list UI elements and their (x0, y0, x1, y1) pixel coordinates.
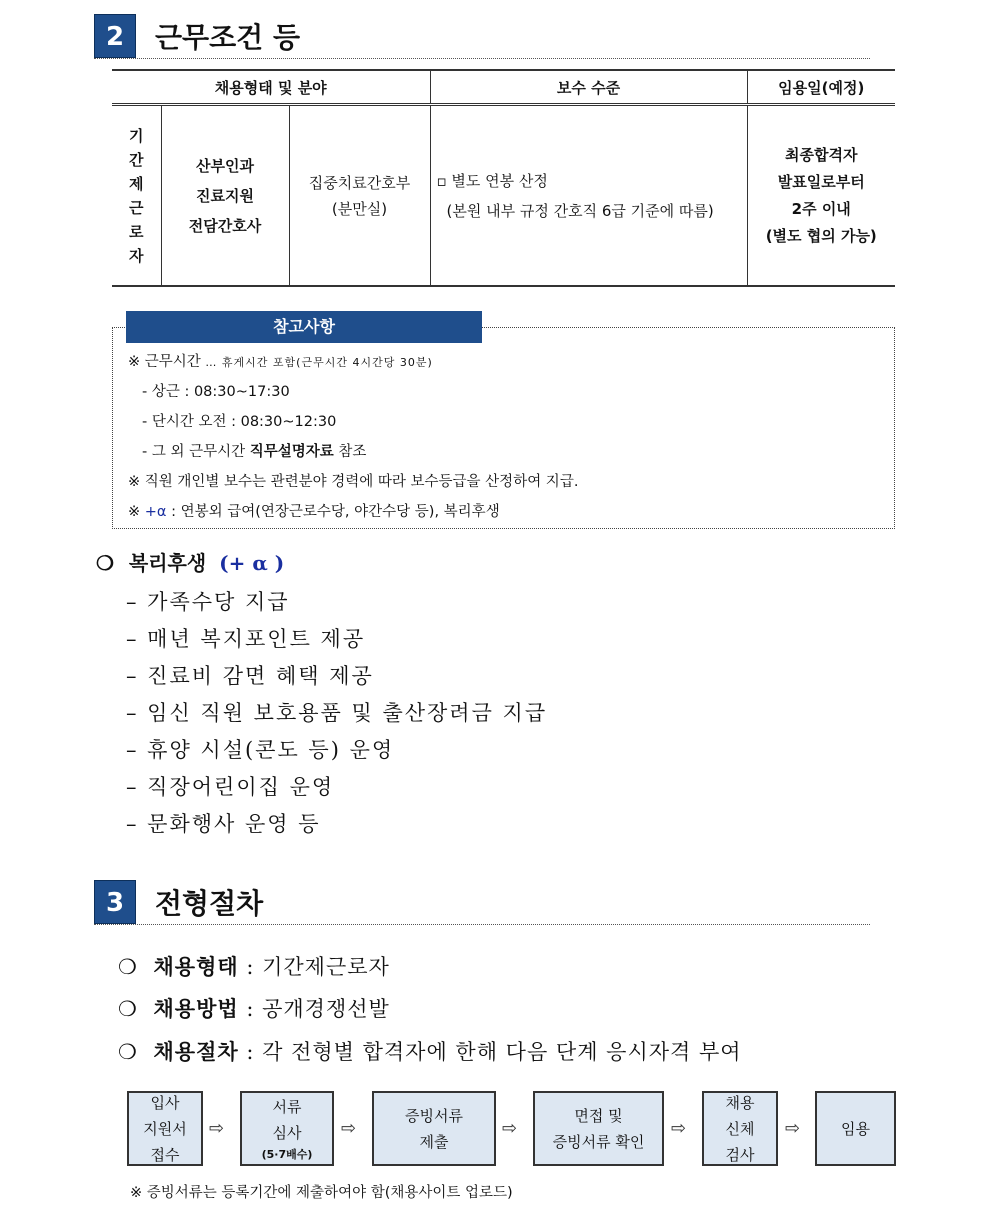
flow-step-application: 입사 지원서 접수 (127, 1091, 203, 1166)
conditions-table (112, 69, 895, 287)
section-number-badge: 2 (94, 14, 136, 58)
process-line-procedure: ❍ 채용절차 : 각 전형별 합격자에 한해 다음 단계 응시자격 부여 (118, 1039, 742, 1064)
arrow-right-icon: ⇨ (502, 1118, 518, 1139)
circle-bullet-icon: ❍ (118, 997, 138, 1021)
flow-step-interview: 면접 및 증빙서류 확인 (533, 1091, 664, 1166)
department-cell: 집중치료간호부 (분만실) (289, 105, 430, 287)
benefit-item: – 진료비 감면 혜택 제공 (126, 664, 374, 688)
note-alpha: ※ +α : 연봉외 급여(연장근로수당, 야간수당 등), 복리후생 (128, 504, 500, 520)
benefit-item: – 휴양 시설(콘도 등) 운영 (126, 738, 395, 762)
header-pay: 보수 수준 (430, 70, 747, 105)
section-divider (94, 924, 870, 925)
section-number-badge: 3 (94, 880, 136, 924)
benefit-item: – 임신 직원 보호용품 및 출산장려금 지급 (126, 701, 548, 725)
benefit-item: – 직장어린이집 운영 (126, 775, 335, 799)
circle-bullet-icon: ❍ (96, 551, 114, 575)
notes-title: 참고사항 (126, 311, 482, 343)
note-day-shift: - 상근 : 08:30~17:30 (142, 384, 290, 400)
benefit-item: – 문화행사 운영 등 (126, 812, 321, 836)
header-start-date: 임용일(예정) (747, 70, 895, 105)
flow-step-document-review: 서류 심사 (5·7배수) (240, 1091, 334, 1166)
note-other-hours: - 그 외 근무시간 직무설명자료 참조 (142, 444, 367, 460)
arrow-right-icon: ⇨ (341, 1118, 357, 1139)
flow-step-health-check: 채용 신체 검사 (702, 1091, 778, 1166)
start-date-cell: 최종합격자 발표일로부터 2주 이내 (별도 협의 가능) (747, 105, 895, 287)
flow-step-appointment: 임용 (815, 1091, 896, 1166)
section-title: 전형절차 (155, 887, 264, 920)
arrow-right-icon: ⇨ (785, 1118, 801, 1139)
flow-step-submit-documents: 증빙서류 제출 (372, 1091, 496, 1166)
field-cell: 산부인과 진료지원 전담간호사 (161, 105, 289, 287)
header-type-field: 채용형태 및 분야 (112, 70, 430, 105)
arrow-right-icon: ⇨ (209, 1118, 225, 1139)
arrow-right-icon: ⇨ (671, 1118, 687, 1139)
section-title: 근무조건 등 (155, 21, 300, 54)
note-work-hours: ※ 근무시간 … 휴게시간 포함(근무시간 4시간당 30분) (128, 354, 433, 370)
circle-bullet-icon: ❍ (118, 1040, 138, 1064)
benefit-item: – 매년 복지포인트 제공 (126, 627, 366, 651)
employment-type-cell: 기 간 제 근 로 자 (112, 105, 161, 287)
section-divider (94, 58, 870, 59)
pay-cell: ▫ 별도 연봉 산정 (본원 내부 규정 간호직 6급 기준에 따름) (430, 105, 747, 287)
note-short-shift: - 단시간 오전 : 08:30~12:30 (142, 414, 337, 430)
process-line-method: ❍ 채용방법 : 공개경쟁선발 (118, 996, 390, 1021)
flow-footnote: ※ 증빙서류는 등록기간에 제출하여야 함(채용사이트 업로드) (130, 1185, 513, 1201)
circle-bullet-icon: ❍ (118, 955, 138, 979)
process-line-type: ❍ 채용형태 : 기간제근로자 (118, 954, 390, 979)
note-pay-grade: ※ 직원 개인별 보수는 관련분야 경력에 따라 보수등급을 산정하여 지급. (128, 474, 579, 490)
benefits-heading: ❍ 복리후생 (+ α ) (96, 551, 285, 575)
benefit-item: – 가족수당 지급 (126, 590, 290, 614)
